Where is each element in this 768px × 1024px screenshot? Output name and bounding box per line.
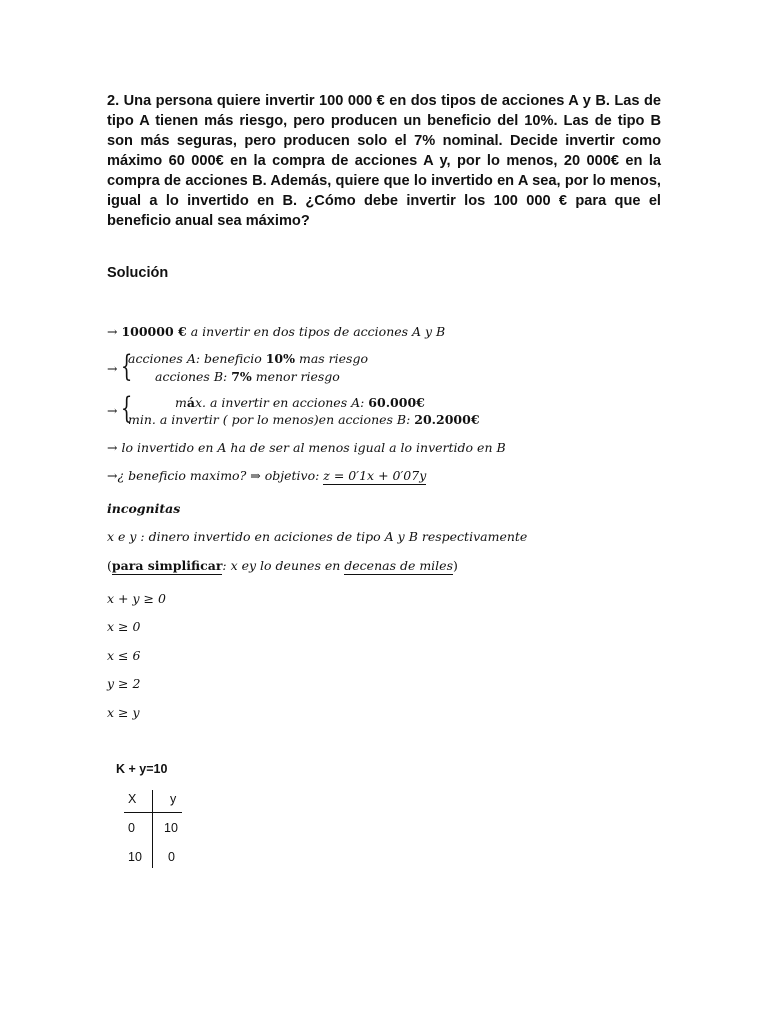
investment-text: a invertir en dos tipos de acciones A y B: [190, 324, 446, 339]
simplify-label: para simplificar: [111, 558, 223, 573]
limit-row-min: min. a invertir ( por lo menos)en acciones B: 20.2000€: [128, 412, 480, 427]
risk-row-a: acciones A: beneficio 10% mas riesgo: [128, 351, 368, 366]
table-title: K + y=10: [116, 762, 168, 776]
solution-heading: Solución: [107, 265, 169, 281]
simplify-unit: decenas de miles: [344, 558, 453, 573]
table-divider-horizontal: [124, 812, 182, 813]
arrow-icon: →: [107, 403, 118, 418]
incognitas-label: incognitas: [107, 501, 181, 516]
left-brace-icon: {: [120, 391, 133, 426]
arrow-icon: →: [107, 468, 118, 483]
limit-row-max: máx. a invertir en acciones A: 60.000€: [175, 395, 425, 410]
table-cell: 0: [128, 821, 135, 835]
constraint-3: x ≤ 6: [107, 648, 141, 663]
investment-amount: 100000 €: [121, 324, 187, 339]
table-cell: 10: [164, 821, 178, 835]
arrow-icon: →: [107, 324, 118, 339]
table-header: X: [128, 792, 137, 806]
table-cell: 0: [168, 850, 175, 864]
table-header: y: [170, 792, 177, 806]
constraint-5: x ≥ y: [107, 705, 140, 720]
objective-formula: z = 0′1x + 0′07y: [323, 468, 427, 483]
solution-line-1: [107, 324, 445, 339]
table-cell: 10: [128, 850, 142, 864]
constraint-1: x + y ≥ 0: [107, 591, 166, 606]
arrow-icon: →: [107, 440, 118, 455]
values-table: [120, 790, 184, 868]
arrow-icon: →: [107, 361, 118, 376]
constraint-4: y ≥ 2: [107, 676, 141, 691]
solution-line-5: →¿ beneficio maximo? ⇒ objetivo: z = 0′1x + 0′07y: [107, 468, 427, 483]
solution-line-4: → lo invertido en A ha de ser al menos igual a lo invertido en B: [107, 440, 506, 455]
problem-statement: 2. Una persona quiere invertir 100 000 € en dos tipos de acciones A y B. Las de tipo A tienen más riesgo, pero producen un beneficio del 10%. Las de tipo B son más seguras, pero producen solo el 7% nominal. Decide invertir como máximo 60 000€ en la compra de acciones A y, por lo menos, 20 000€ en la compra de acciones B. Además, quiere que lo invertido en A sea, por lo menos, igual a lo invertido en B. ¿Cómo debe invertir los 100 000 € para que el beneficio anual sea máximo?: [107, 93, 661, 229]
risk-row-b: acciones B: 7% menor riesgo: [155, 369, 340, 384]
left-brace-icon: {: [120, 349, 133, 384]
incognitas-text: x e y : dinero invertido en aciciones de tipo A y B respectivamente: [107, 529, 528, 544]
constraint-2: x ≥ 0: [107, 619, 141, 634]
table-divider-vertical: [152, 790, 153, 868]
simplify-note: (para simplificar: x ey lo deunes en decenas de miles): [107, 558, 458, 573]
